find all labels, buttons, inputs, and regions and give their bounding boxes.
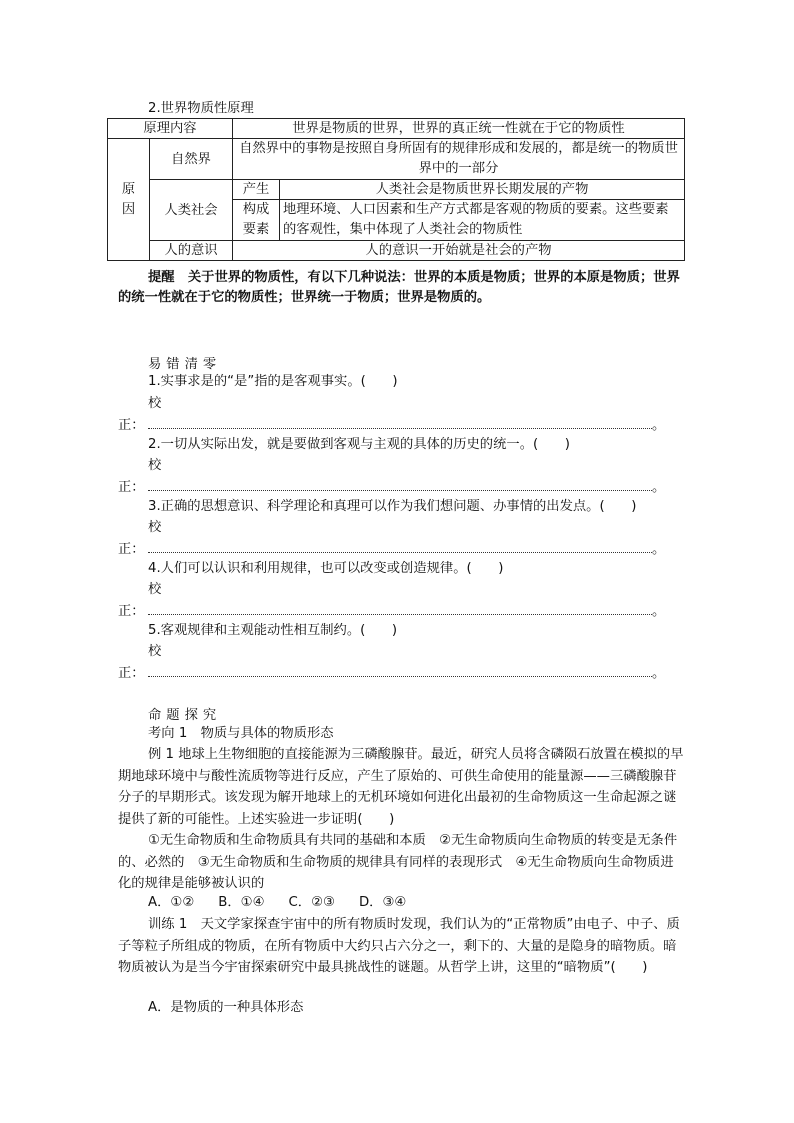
section-title: 2.世界物质性原理 bbox=[148, 101, 254, 116]
correct-label-bottom: 正： bbox=[118, 542, 145, 557]
option-d[interactable]: D．③④ bbox=[358, 895, 407, 910]
reason-label: 原因 bbox=[108, 139, 150, 261]
option-c[interactable]: C．②③ bbox=[288, 895, 335, 910]
correct-label-top: 校 bbox=[148, 396, 162, 411]
error-question-1: 1.实事求是的“是”指的是客观事实。( ) bbox=[148, 374, 398, 389]
composition-text: 地理环境、人口因素和生产方式都是客观的物质的要素。这些要素的客观性，集中体现了人类社会的物质性 bbox=[280, 200, 685, 241]
answer-line-1[interactable] bbox=[148, 428, 652, 429]
end-mark: 。 bbox=[652, 480, 666, 495]
example-1-stem: 例 1 地球上生物细胞的直接能源为三磷酸腺苷。最近，研究人员将含磷陨石放置在模拟的早期地球环境中与酸性流质物等进行反应，产生了原始的、可供生命使用的能量源——三磷酸腺苷分子的早期形式。该发现为解开地球上的无机环境如何进化出最初的生命物质这一生命起源之谜提供了新的可能性。上述实验进一步证明( ) bbox=[118, 747, 684, 827]
example-1-options bbox=[148, 893, 430, 913]
tip-paragraph bbox=[118, 268, 688, 308]
nature-label: 自然界 bbox=[150, 139, 233, 180]
example-1-statements: ①无生命物质和生命物质具有共同的基础和本质 ②无生命物质向生命物质的转变是无条件的、必然的 ③无生命物质和生命物质的规律具有同样的表现形式 ④无生命物质向生命物质进化的规律是能够被认识的 bbox=[118, 833, 678, 891]
correct-label-top: 校 bbox=[148, 644, 162, 659]
correct-label-top: 校 bbox=[148, 582, 162, 597]
correct-label-bottom: 正： bbox=[118, 480, 145, 495]
explore-section-title: 命题探究 bbox=[148, 708, 222, 723]
correct-label-top: 校 bbox=[148, 520, 162, 535]
errors-section-title: 易错清零 bbox=[148, 357, 222, 372]
topic-heading: 考向 1 物质与具体的物质形态 bbox=[148, 726, 334, 741]
composition-label: 构成要素 bbox=[233, 200, 280, 241]
correct-label-bottom: 正： bbox=[118, 418, 145, 433]
answer-line-3[interactable] bbox=[148, 552, 652, 553]
error-question-3: 3.正确的思想意识、科学理论和真理可以作为我们想问题、办事情的出发点。( ) bbox=[148, 499, 637, 514]
answer-line-4[interactable] bbox=[148, 614, 652, 615]
tip-label: 提醒 bbox=[148, 270, 175, 285]
error-question-5: 5.客观规律和主观能动性相互制约。( ) bbox=[148, 623, 398, 638]
header-right: 世界是物质的世界，世界的真正统一性就在于它的物质性 bbox=[233, 119, 685, 139]
origin-label: 产生 bbox=[233, 180, 280, 200]
header-left: 原理内容 bbox=[108, 119, 233, 139]
tip-text: 关于世界的物质性，有以下几种说法：世界的本质是物质；世界的本原是物质；世界的统一性就在于它的物质性；世界统一于物质；世界是物质的。 bbox=[118, 270, 680, 305]
option-b[interactable]: B．①④ bbox=[218, 895, 265, 910]
origin-text: 人类社会是物质世界长期发展的产物 bbox=[280, 180, 685, 200]
society-label: 人类社会 bbox=[150, 180, 233, 241]
answer-line-2[interactable] bbox=[148, 490, 652, 491]
nature-text: 自然界中的事物是按照自身所固有的规律形成和发展的，都是统一的物质世界中的一部分 bbox=[233, 139, 685, 180]
end-mark: 。 bbox=[652, 542, 666, 557]
end-mark: 。 bbox=[652, 604, 666, 619]
answer-line-5[interactable] bbox=[148, 676, 652, 677]
training-1-stem: 训练 1 天文学家探查宇宙中的所有物质时发现，我们认为的“正常物质”由电子、中子、质子等粒子所组成的物质，在所有物质中大约只占六分之一，剩下的、大量的是隐身的暗物质。暗物质被认为是当今宇宙探索研究中最具挑战性的谜题。从哲学上讲，这里的“暗物质”( ) bbox=[118, 917, 680, 975]
training-1-option-a[interactable]: A．是物质的一种具体形态 bbox=[148, 1000, 304, 1015]
end-mark: 。 bbox=[652, 418, 666, 433]
correct-label-top: 校 bbox=[148, 458, 162, 473]
correct-label-bottom: 正： bbox=[118, 666, 145, 681]
correct-label-bottom: 正： bbox=[118, 604, 145, 619]
principle-table bbox=[107, 118, 685, 261]
end-mark: 。 bbox=[652, 666, 666, 681]
consciousness-text: 人的意识一开始就是社会的产物 bbox=[233, 241, 685, 261]
consciousness-label: 人的意识 bbox=[150, 241, 233, 261]
option-a[interactable]: A．①② bbox=[148, 895, 195, 910]
error-question-4: 4.人们可以认识和利用规律，也可以改变或创造规律。( ) bbox=[148, 561, 504, 576]
error-question-2: 2.一切从实际出发，就是要做到客观与主观的具体的历史的统一。( ) bbox=[148, 437, 570, 452]
